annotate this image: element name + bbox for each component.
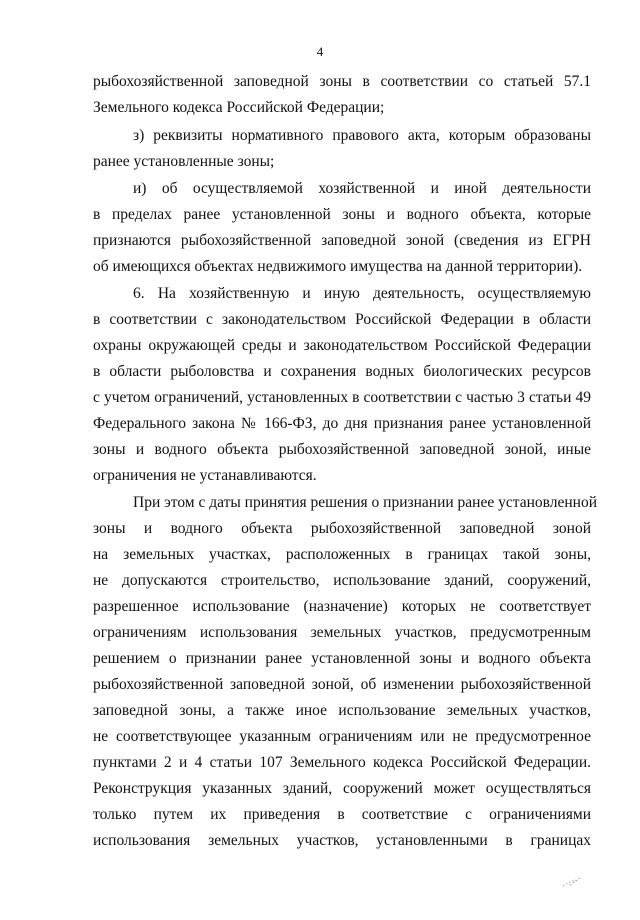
text-line: заповедной зоны, а также иное использование земельных участков, (93, 702, 591, 719)
text-line: ограничения не устанавливаются. (93, 467, 317, 484)
text-line: При этом с даты принятия решения о признании ранее установленной (133, 494, 597, 511)
text-line: пунктами 2 и 4 статьи 107 Земельного кодекса Российской Федерации. (93, 754, 591, 771)
text-line: рыбохозяйственной заповедной зоной, об изменении рыбохозяйственной (93, 676, 591, 693)
text-line: ограничениям использования земельных участков, предусмотренным (93, 624, 591, 641)
text-line: охраны окружающей среды и законодательством Российской Федерации (93, 337, 591, 354)
text-line: не соответствующее указанным ограничениям или не предусмотренное (93, 728, 591, 745)
text-line: решением о признании ранее установленной зоны и водного объекта (93, 650, 591, 667)
text-line: Земельного кодекса Российской Федерации; (93, 99, 385, 116)
text-line: об имеющихся объектах недвижимого имущества на данной территории). (93, 258, 583, 275)
text-line: в области рыболовства и сохранения водных биологических ресурсов (93, 363, 591, 380)
text-line: в соответствии с законодательством Российской Федерации в области (93, 311, 591, 328)
text-line: использования земельных участков, установленными в границах (93, 832, 591, 849)
text-line: разрешенное использование (назначение) которых не соответствует (93, 598, 591, 615)
text-line: на земельных участках, расположенных в границах такой зоны, (93, 546, 591, 563)
text-line: рыбохозяйственной заповедной зоны в соответствии со статьей 57.1 (93, 73, 591, 90)
text-line: з) реквизиты нормативного правового акта, которым образованы (133, 127, 591, 144)
text-line: 6. На хозяйственную и иную деятельность, осуществляемую (133, 285, 591, 302)
text-line: зоны и водного объекта рыбохозяйственной заповедной зоной, иные (93, 441, 591, 458)
text-line: признаются рыбохозяйственной заповедной зоной (сведения из ЕГРН (93, 232, 591, 249)
text-line: ранее установленные зоны; (93, 153, 275, 170)
text-line: не допускаются строительство, использование зданий, сооружений, (93, 572, 591, 589)
text-line: Реконструкция указанных зданий, сооружений может осуществляться (93, 780, 591, 797)
text-line: Федерального закона № 166-ФЗ, до дня признания ранее установленной (93, 415, 591, 432)
text-line: с учетом ограничений, установленных в соответствии с частью 3 статьи 49 (93, 389, 591, 406)
text-line: и) об осуществляемой хозяйственной и иной деятельности (133, 180, 591, 197)
text-line: зоны и водного объекта рыбохозяйственной заповедной зоной (93, 520, 591, 537)
page-number: 4 (316, 44, 324, 59)
text-line: только путем их приведения в соответствие с ограничениями (93, 806, 591, 823)
text-line: в пределах ранее установленной зоны и водного объекта, которые (93, 206, 591, 223)
scan-mark-icon (560, 872, 586, 890)
